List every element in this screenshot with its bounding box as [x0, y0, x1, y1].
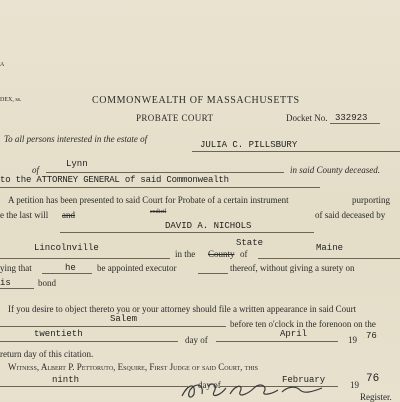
county-fragment: A [0, 62, 5, 68]
and-struck: and [62, 210, 75, 220]
court-place: Salem [110, 314, 138, 324]
codicil-struck: codicil [150, 209, 167, 215]
executor-rule [198, 273, 228, 274]
sign-month: February [282, 375, 326, 385]
residence-rule [46, 172, 284, 173]
sign-year-suffix: 76 [366, 373, 380, 385]
state-typed: State [236, 238, 264, 248]
year-suffix: 76 [366, 331, 377, 341]
county-struck: County [208, 249, 235, 259]
before-ten-text: before ten o'clock in the forenoon on the [230, 319, 376, 329]
court-place-rule [0, 326, 226, 327]
witness-text: Witness, Albert P. Pettoruto, Esquire, First Judge of said Court, this [8, 362, 258, 372]
day-ordinal: twentieth [34, 329, 83, 339]
month: April [280, 329, 308, 339]
register-text: Register. [360, 392, 392, 402]
month-rule [216, 341, 338, 342]
petitioner-town: Lincolnville [34, 243, 99, 253]
praying-text: ying that [0, 263, 32, 273]
town-rule [0, 258, 170, 259]
commonwealth-heading: COMMONWEALTH OF MASSACHUSETTS [92, 95, 300, 106]
in-the-text: in the [175, 249, 196, 259]
decedent-rule [192, 151, 400, 152]
day-of-text: day of [185, 335, 208, 345]
object-text: If you desire to object thereto you or your attorney should file a written appearance in said Court [8, 304, 357, 314]
attorney-rule [0, 187, 320, 188]
sign-year-prefix: 19 [350, 380, 359, 390]
docket-number: 332923 [335, 113, 368, 123]
last-will-text: e the last will [0, 210, 49, 220]
state-rule [258, 258, 400, 259]
attorney-general-line: to the ATTORNEY GENERAL of said Commonwealth [0, 175, 229, 185]
purporting-text: purporting [352, 195, 390, 205]
said-deceased-text: of said deceased by [315, 210, 386, 220]
docket-rule [330, 123, 380, 124]
petitioner-rule [60, 232, 314, 233]
pronoun: he [65, 263, 76, 273]
sign-day-rule [0, 386, 188, 387]
his-fragment: is [0, 278, 11, 288]
decedent-name: JULIA C. PILLSBURY [200, 140, 298, 150]
residence: Lynn [66, 159, 88, 169]
pronoun-rule [42, 273, 92, 274]
bond-word: bond [38, 278, 56, 288]
of-word: of [240, 249, 248, 259]
register-signature [178, 380, 328, 400]
state-name: Maine [316, 243, 344, 253]
of-label: of [32, 165, 40, 175]
his-rule [0, 288, 34, 289]
persons-interested-text: To all persons interested in the estate of [4, 134, 148, 144]
petition-text: A petition has been presented to said Court for Probate of a certain instrument [8, 195, 289, 205]
return-day-text: return day of this citation. [0, 349, 94, 359]
sign-day: ninth [52, 375, 80, 385]
county-deceased-text: in said County deceased. [290, 165, 380, 175]
day-rule [0, 341, 178, 342]
be-appointed-text: be appointed executor [97, 263, 177, 273]
docket-label: Docket No. [286, 113, 328, 123]
petitioner-name: DAVID A. NICHOLS [165, 221, 252, 231]
year-prefix: 19 [348, 335, 357, 345]
court-heading: PROBATE COURT [136, 113, 214, 123]
county-prefix: DEX, ss. [0, 97, 22, 103]
thereof-text: thereof, without giving a surety on [230, 263, 355, 273]
sign-day-of-text: day of [198, 380, 221, 390]
